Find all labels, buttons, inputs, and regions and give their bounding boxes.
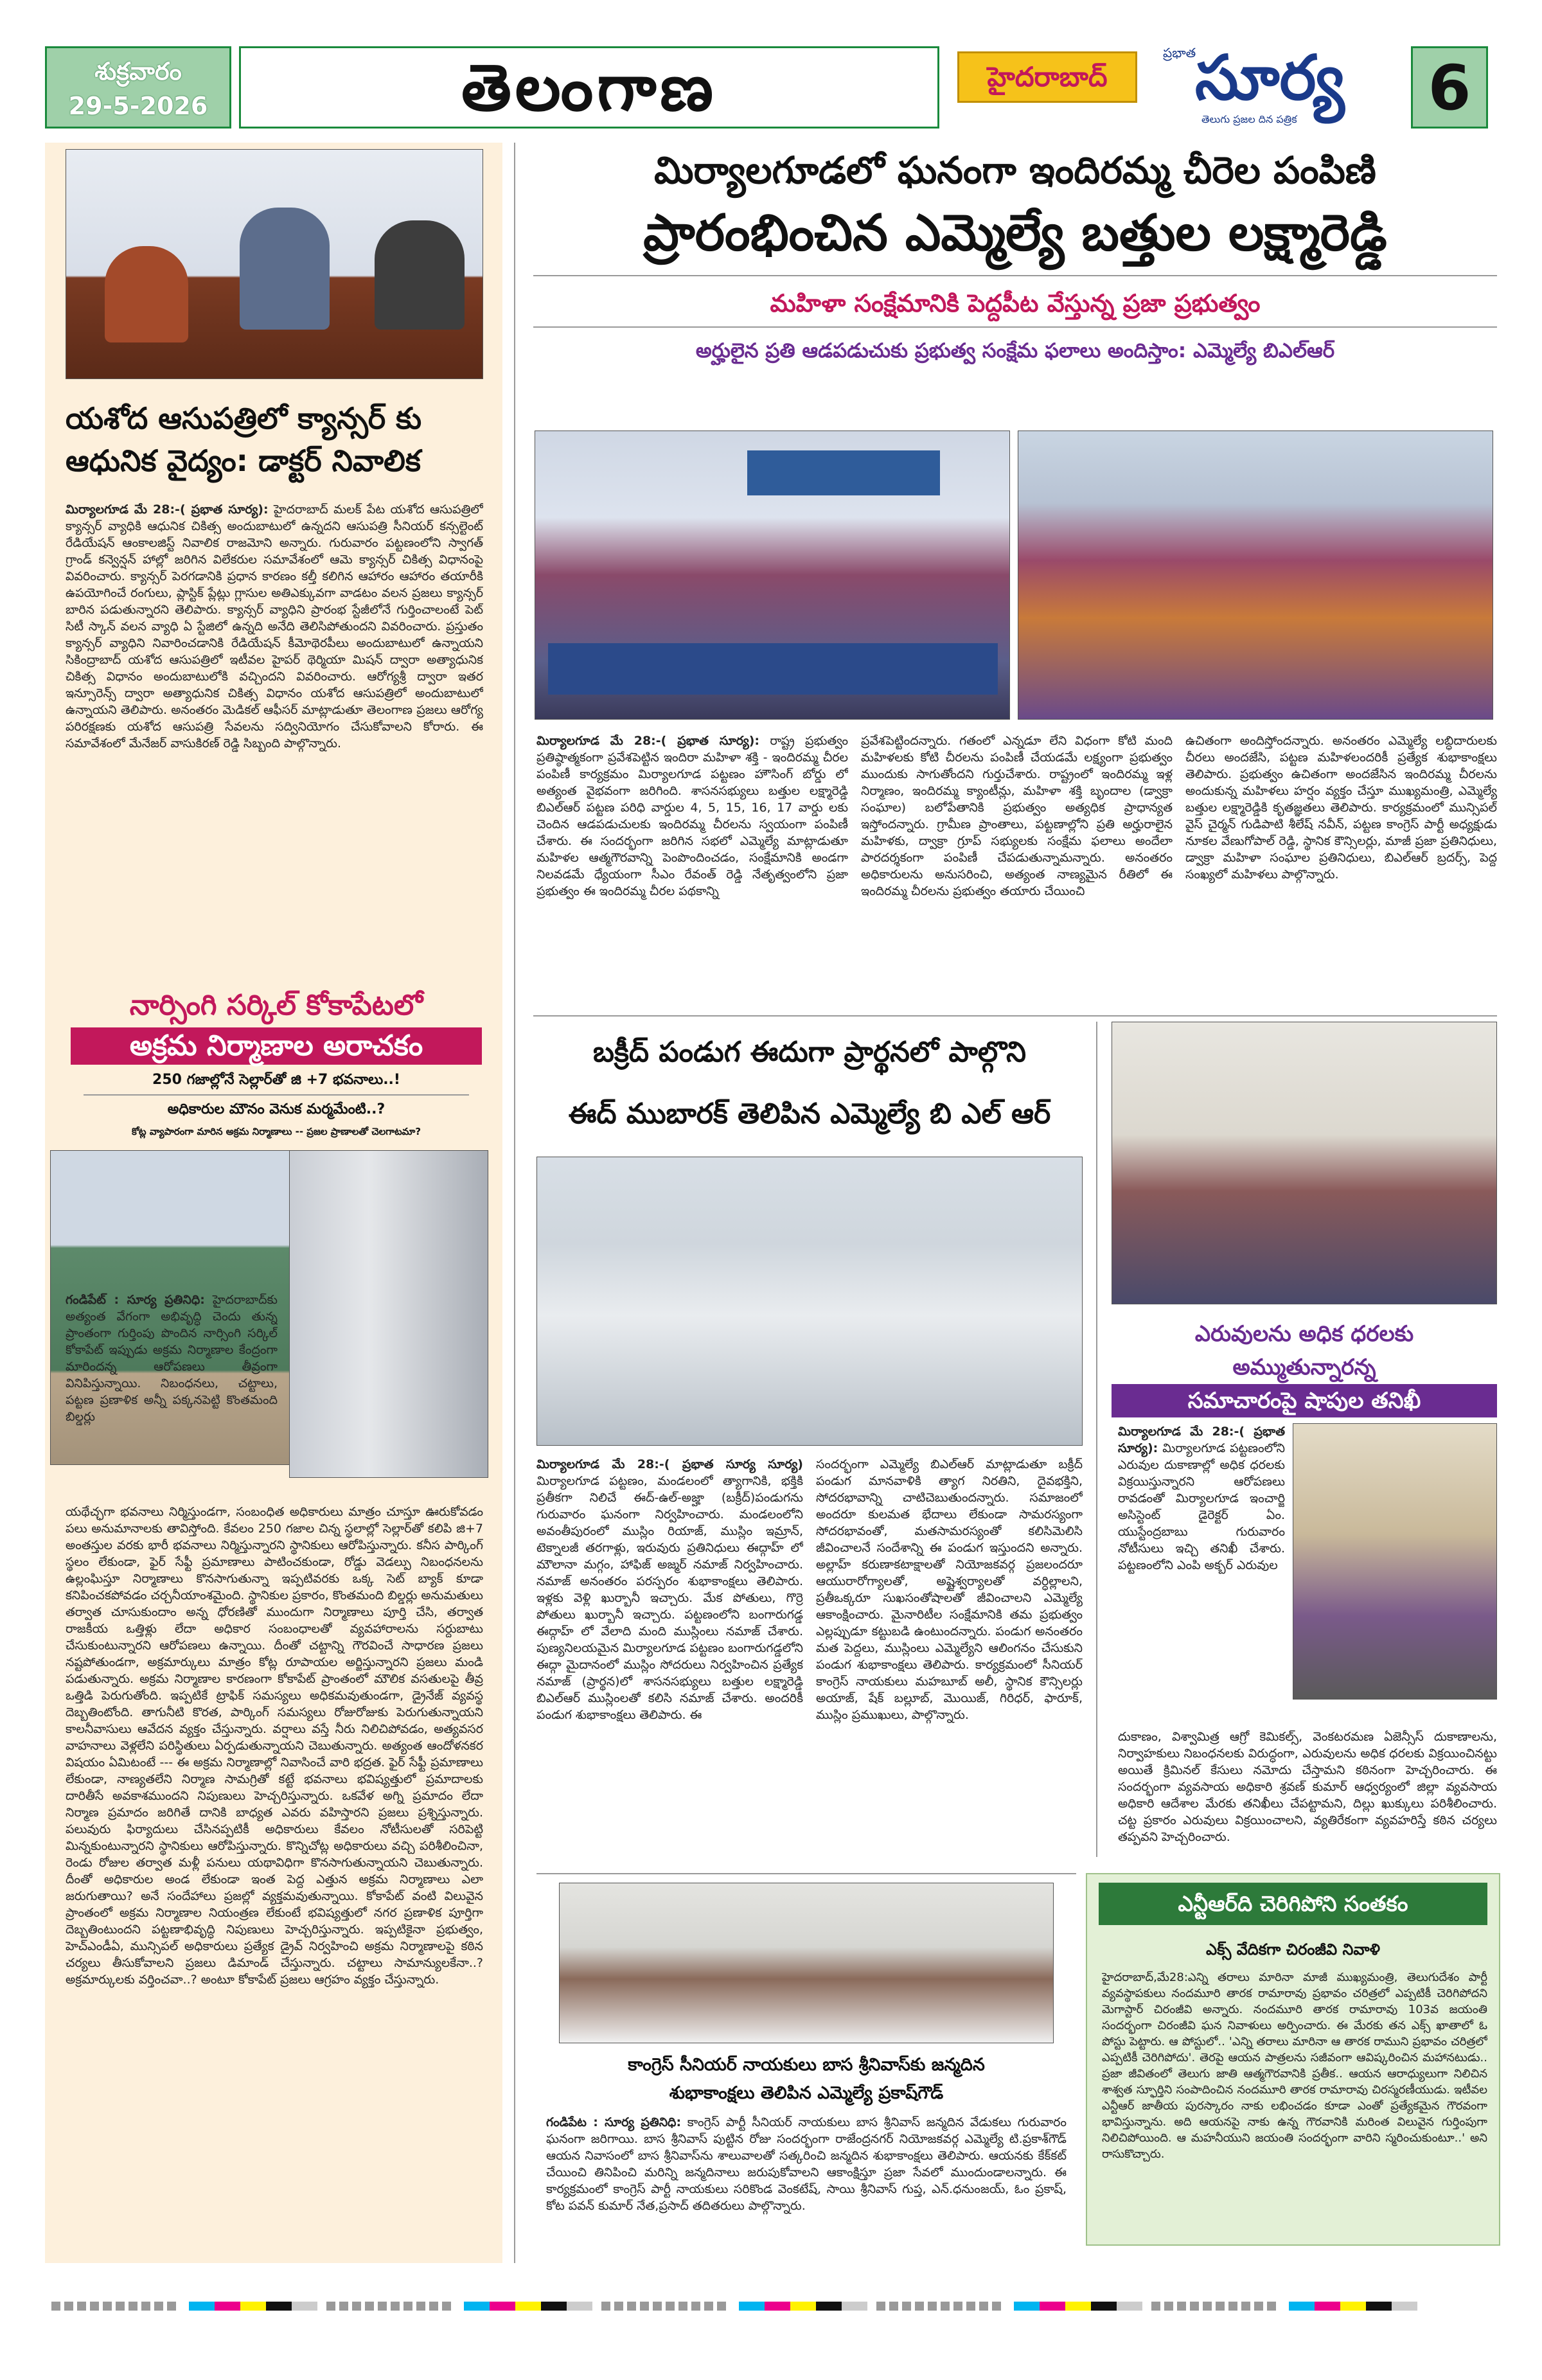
story-cancer-headline-line1: యశోద ఆసుపత్రిలో క్యాన్సర్ కు [66,401,422,436]
register-mark-cmyk-3 [739,2302,867,2311]
eid-prayer-photo [536,1157,1083,1446]
story-kokapet-text-2: యథేచ్ఛగా భవనాలు నిర్మిస్తుండగా, సంబంధిత అధికారులు మాత్రం చూస్తూ ఊరుకోవడం పలు అనుమానాలకు తావిస్తోంది. కేవలం 250 గజాల చిన్న స్థలాల్లో సెల్లార్‌తో కలిపి జి+7 అంతస్తుల వరకు భారీ భవనాలు నిర్మిస్తున్నారని స్థానికులు ఆరోపిస్తున్నారు. కనీస పార్కింగ్ స్థలం లేకుండా, ఫైర్ సేఫ్టీ ప్రమాణాలు పాటించకుండా, రోడ్డు వెడల్పు నిబంధనలను ఉల్లంఘిస్తూ నిర్మాణాలు కొనసాగుతున్నా ఇప్పటివరకు ఒక్క సెట్ బ్యాక్ కూడా కనిపించకపోవడం చర్చనీయాంశమైంది. స్థానికుల ప్రకారం, కొంతమంది బిల్డర్లు అనుమతులు తర్వాత చూసుకుందాం అన్న ధోరణితో ముందుగా నిర్మాణాలు పూర్తి చేసి, తర్వాత రాజకీయ ఒత్తిళ్లు లేదా అధికార సంబంధాలతో వ్యవహారాలను సర్దుబాటు చేసుకుంటున్నారని ఆరోపణలు ఉన్నాయి. దీంతో చట్టాన్ని గౌరవించే సాధారణ ప్రజలు నష్టపోతుండగా, అక్రమార్కులు మాత్రం కోట్ల రూపాయల అర్జిస్తున్నారని ప్రజలు మండి పడుతున్నారు. అక్రమ నిర్మాణాల కారణంగా కోకాపేట్ ప్రాంతంలో మౌలిక వసతులపై తీవ్ర ఒత్తిడి పెరుగుతోంది. ఇప్పటికే ట్రాఫిక్ సమస్యలు అధికమవుతుండగా, డ్రైనేజ్ వ్యవస్థ దెబ్బతింటోంది. తాగునీటి కొరత, పార్కింగ్ సమస్యలు రోజురోజుకు పెరుగుతున్నాయని కాలనీవాసులు ఆవేదన వ్యక్తం చేస్తున్నారు. వర్షాలు వస్తే నీరు నిలిచిపోవడం, అత్యవసర వాహనాలు వెళ్లలేని పరిస్థితులు ఏర్పడుతున్నాయని చెబుతున్నారు. అత్యంత ఆందోళనకర విషయం ఏమిటంటే --- ఈ అక్రమ నిర్మాణాల్లో నివాసించే వారి భద్రత. ఫైర్ సేఫ్టీ ప్రమాణాలు లేకుండా, నాణ్యతలేని నిర్మాణ సామగ్రితో కట్టే భవనాలు భవిష్యత్తులో ప్రమాదాలకు దారితీసే అవకాశముందని నిపుణులు హెచ్చరిస్తున్నారు. ఒకవేళ అగ్ని ప్రమాదం లేదా నిర్మాణ ప్రమాదం జరిగితే దానికి బాధ్యత ఎవరు వహిస్తారని ప్రజలు ప్రశ్నిస్తున్నారు. పలువురు ఫిర్యాదులు చేసినప్పటికీ అధికారులు కేవలం నోటీసులతో సరిపెట్టి మిన్నకుంటున్నారని స్థానికులు ఆరోపిస్తున్నారు. కొన్నిచోట్ల అధికారులు వచ్చి పరిశీలించినా, రెండు రోజుల తర్వాత మళ్లీ పనులు యథావిధిగా కొనసాగుతున్నాయని చెబుతున్నారు. దీంతో అధికారుల అండ లేకుండా ఇంత పెద్ద ఎత్తున అక్రమ నిర్మాణాలు ఎలా జరుగుతాయి? అనే సందేహాలు ప్రజల్లో వ్యక్తమవుతున్నాయి. కోకాపేట్ వంటి విలువైన ప్రాంతంలో అక్రమ నిర్మాణాల నియంత్రణ లేకుంటే భవిష్యత్తులో నగర ప్రణాళిక పూర్తిగా దెబ్బతింటుందని పట్టణాభివృద్ధి నిపుణులు హెచ్చరిస్తున్నారు. ఇప్పటికైనా ప్రభుత్వం, హెచ్ఎండీఏ, మున్సిపల్ అధికారులు ప్రత్యేక డ్రైవ్ నిర్వహించి అక్రమ నిర్మాణాలపై కఠిన చర్యలు తీసుకోవాలని ప్రజలు డిమాండ్ చేస్తున్నారు. చట్టాలు సామాన్యులకేనా..? అక్రమార్కులకు వర్తించవా..? అంటూ కోకాపేట్ ప్రజలు ఆగ్రహం వ్యక్తం చేస్తున్నారు. [66,1505,483,1987]
story-saree-subhead1: మహిళా సంక్షేమానికి పెద్దపీట వేస్తున్న ప్రజా ప్రభుత్వం [770,289,1261,317]
story-kokapet-body-wide [66,1504,483,2242]
story-shop-headline-line1: ఎరువులను అధిక ధరలకు [1194,1321,1414,1347]
column-divider-right [1096,1022,1097,1857]
story-kokapet-dateline: గండిపేట్ : సూర్య ప్రతినిధి: [66,1293,205,1307]
person-2 [240,208,330,330]
story-kokapet-headline-line2: అక్రమ నిర్మాణాల అరాచకం [71,1027,482,1065]
register-mark-gray-4 [876,2302,1005,2311]
story-saree-text-1: రాష్ట్ర ప్రభుత్వం ప్రతిష్ఠాత్మకంగా ప్రవేశపెట్టిన ఇందిరా మహిళా శక్తి - ఇందిరమ్మ చీరల పంపిణీ కార్యక్రమం మిర్యాలగూడ పట్టణం హౌసింగ్ బోర్డు లో అత్యంత వైభవంగా జరిగింది. శాసనసభ్యులు బత్తుల లక్ష్మారెడ్డి బిఎల్ఆర్ పట్టణ పరిధి వార్డుల 4, 5, 15, 16, 17 వార్డు లకు చెందిన ఆడపడుచులకు ఇందిరమ్మ చీరలను స్వయంగా పంపిణీ చేశారు. ఈ సందర్భంగా జరిగిన సభలో ఎమ్మెల్యే మాట్లాడుతూ మహిళల ఆత్మగౌరవాన్ని పెంపొందించడం, సంక్షేమానికి అండగా నిలవడమే ధ్యేయంగా సీఎం రేవంత్ రెడ్డి నేతృత్వంలోని ప్రజా ప్రభుత్వం ఈ ఇందిరమ్మ చీరల పథకాన్ని [536,734,848,898]
register-mark-gray-3 [601,2302,730,2311]
story-shop-dateline: మిర్యాలగూడ మే 28:-( ప్రభాత సూర్య): [1118,1425,1285,1455]
story-eid-text-1: మిర్యాలగూడ పట్టణం, మండలంలో త్యాగానికి, భక్తికి ప్రతీకగా నిలిచే ఈద్-ఉల్-అజ్హా (బక్రీద్)పండుగను గురువారం ఘనంగా నిర్వహించారు. మండలంలోని అవంతీపురంలో ముస్లిం రియాజ్, ముస్లిం ఇమ్రాన్, టెక్నాలజీ తరగాళ్లు, ఇరువురు ప్రతినిధులు ఈద్గాహ్ లో మౌలానా మగ్గం, హాఫిజ్ అజ్మర్ నమాజ్ నిర్వహించారు. నమాజ్ అనంతరం పరస్పరం శుభాకాంక్షలు తెలిపారు. ఇళ్లకు వెళ్లి ఖుర్బానీ ఇచ్చారు. మేక పోతులు, గొర్రె పోతులు ఖుర్బానీ ఇచ్చారు. పట్టణంలోని బంగారుగడ్డ ఈద్గాహ్ లో వేలాది మంది ముస్లింలు నమాజ్ చేశారు. పుణ్యనిలయమైన మిర్యాలగూడ పట్టణం బంగారుగడ్డలోని ఈద్గా మైదానంలో ముస్లిం సోదరులు నిర్వహించిన ప్రత్యేక నమాజ్ (ప్రార్థన)లో శాసనసభ్యులు బత్తుల లక్ష్మారెడ్డి బిఎల్ఆర్ ముస్లింలతో కలిసి నమాజ్ చేశారు. అందరికీ పండుగ శుభాకాంక్షలు తెలిపారు. ఈ [536,1474,803,1722]
city-name: హైదరాబాద్ [987,61,1108,93]
story-kokapet-kicker3: కోట్ల వ్యాపారంగా మారిన అక్రమ నిర్మాణాలు -- ప్రజల ప్రాణాలతో చెలగాటమా? [131,1126,421,1137]
story-cancer-text: హైదరాబాద్ మలక్ పేట యశోద ఆసుపత్రిలో క్యాన్సర్ వ్యాధికి ఆధునిక చికిత్స అందుబాటులో ఉన్నదని ఆసుపత్రి సీనియర్ కన్సల్టెంట్ రేడియేషన్ ఆంకాలజిస్ట్ నివాలిక రాజమోని అన్నారు. గురువారం పట్టణంలోని స్వాగత్ గ్రాండ్ కన్వెన్షన్ హాల్లో జరిగిన విలేకరుల సమావేశంలో ఆమె క్యాన్సర్ చికిత్స విధానంపై వివరించారు. క్యాన్సర్ పెరగడానికి ప్రధాన కారణం కల్తీ కలిగిన ఆహారం ఆహారం తయారీకి ఉపయోగించే రంగులు, ప్లాస్టిక్ ప్లేట్లు గ్లాసుల అతిఎక్కువగా వాడటం వలన ప్రజలు క్యాన్సర్ బారిన పడుతున్నారని తెలిపారు. క్యాన్సర్ వ్యాధిని ప్రారంభ స్టేజీలోనే గుర్తించాలంటే పెట్ సిటీ స్కాన్ వలన వ్యాధి ఏ స్టేజిలో ఉన్నది అనేది తెలిసిపోతుందని వివరించారు. ప్రస్తుతం క్యాన్సర్ వ్యాధిని నివారించడానికి రేడియేషన్ కీమోథెరపీలు అందుబాటులో ఉన్నాయని సికింద్రాబాద్ యశోద ఆసుపత్రిలో ఇటీవల హైపర్ థెర్మియా మిషన్ ద్వారా అత్యాధునిక చికిత్స విధానం అందుబాటులోకి వచ్చిందని వివరించారు. ఆరోగ్యశ్రీ ద్వారా ఇతర ఇన్సూరెన్స్ ద్వారా అత్యాధునిక చికిత్స విధానం యశోద ఆసుపత్రిలో అందుబాటులో ఉన్నాయని తెలిపారు. అనంతరం మెడికల్ ఆఫీసర్ మాట్లాడుతూ తెలంగాణ ప్రజలు ఆరోగ్య పరిరక్షణకు యశోద ఆసుపత్రి సేవలను సద్వినియోగం చేసుకోవాలని కోరారు. ఈ సమావేశంలో మేనేజర్ వాసుకిరణ్ రెడ్డి సిబ్బంది పాల్గొన్నారు. [66,502,483,750]
story-cancer-dateline: మిర్యాలగూడ మే 28:-( ప్రభాత సూర్య): [66,502,269,517]
person-1 [105,246,188,342]
story-saree-text-2: ప్రవేశపెట్టిందన్నారు. గతంలో ఎన్నడూ లేని విధంగా కోటి మంది మహిళలకు కోటి చీరలను పంపిణీ చేయడమే లక్ష్యంగా ప్రభుత్వం ముందుకు సాగుతోందని గుర్తుచేశారు. రాష్ట్రంలో ఇందిరమ్మ ఇళ్ల నిర్మాణం, ఇందిరమ్మ క్యాంటీన్లు, మహిళా శక్తి బృందాల (డ్వాక్రా సంఘాల) బలోపేతానికి ప్రభుత్వం అత్యధిక ప్రాధాన్యత ఇస్తోందన్నారు. గ్రామీణ ప్రాంతాలు, పట్టణాల్లోని ప్రతి అర్హురాలైన మహిళకు, ద్వాక్రా గ్రూప్ సభ్యులకు సంక్షేమ ఫలాలు అందేలా పారదర్శకంగా పంపిణీ చేపడుతున్నామన్నారు. అనంతరం అధికారులను అనుసరించి, అత్యంత నాణ్యమైన రీతిలో ఈ ఇందిరమ్మ చీరలను ప్రభుత్వం తయారు చేయించి [861,734,1173,898]
story-saree-text-3: ఉచితంగా అందిస్తోందన్నారు. అనంతరం ఎమ్మెల్యే లబ్ధిదారులకు చీరలు అందజేసి, పట్టణ మహిళలందరికీ ప్రత్యేక శుభాకాంక్షలు తెలిపారు. ప్రభుత్వం ఉచితంగా అందజేసిన ఇందిరమ్మ చీరలను అందుకున్న మహిళలు హర్షం వ్యక్తం చేస్తూ ముఖ్యమంత్రి, ఎమ్మెల్యే బత్తుల లక్ష్మారెడ్డికి కృతజ్ఞతలు తెలిపారు. కార్యక్రమంలో మున్సిపల్ వైస్ చైర్మన్ గుడిపాటి శీలేష్ నవీన్, పట్టణ కాంగ్రెస్ పార్టీ అధ్యక్షుడు నూకల వేణుగోపాల్ రెడ్డి, స్థానిక కౌన్సిలర్లు, మాజీ ప్రజా ప్రతినిధులు, డ్వాక్రా మహిళా సంఘాల ప్రతినిధులు, బిఎల్ఆర్ బ్రదర్స్, పెద్ద సంఖ్యలో మహిళలు పాల్గొన్నారు. [1185,734,1497,882]
story-saree-headline [533,143,1497,371]
register-mark-gray-5 [1151,2302,1280,2311]
doctor-photo [66,149,483,379]
section-title-box [239,46,939,129]
story-saree-headline-line2: ప్రారంభించిన ఎమ్మెల్యే బత్తుల లక్ష్మారెడ్డి [643,204,1387,262]
masthead-date: 29-5-2026 [68,92,208,120]
table [548,643,998,695]
birthday-felicitation-photo [559,1883,1054,2043]
paper-logo [1156,42,1394,132]
paper-tagline: తెలుగు ప్రజల దిన పత్రిక [1201,113,1297,125]
women-gathering-photo [1018,431,1493,720]
story-birthday-caption-line1: కాంగ్రెస్ సీనియర్ నాయకులు బాస శ్రీనివాస్‌కు జన్మదిన [628,2055,985,2075]
story-shop-body-narrow [1118,1423,1285,1725]
story-kokapet-body-narrow-block [66,1292,278,1504]
story-kokapet-body-narrow [66,1285,278,1286]
story-eid-headline-line1: బక్రీద్ పండుగ ఈదుగా ప్రార్థనలో పాల్గొని [593,1036,1026,1069]
story-cancer-headline-line2: ఆధునిక వైద్యం: డాక్టర్ నివాలిక [66,443,421,478]
story-saree-col3 [1185,733,1497,1009]
fertilizer-shop-inspection-photo [1112,1022,1497,1304]
story-eid-headline [533,1022,1086,1145]
story-shop-text-1: మిర్యాలగూడ పట్టణంలోని ఎరువుల దుకాణాల్లో అధిక ధరలకు విక్రయిస్తున్నారని ఆరోపణలు రావడంతో మిర్యాలగూడ ఇంచార్జి అసిస్టెంట్ డైరెక్టర్ ఏం. యుస్టేంద్రబాబు గురువారం నోటీసులు ఇచ్చి తనిఖీ చేశారు. పట్టణంలోని ఎంపి అక్బర్ ఎరువుల [1118,1441,1285,1572]
saree-distribution-photo [535,431,1010,720]
story-cancer-headline [66,397,483,482]
shop-counter-photo [1293,1423,1497,1700]
story-shop-headline [1112,1317,1497,1417]
story-shop-headline-line2: అమ్ముతున్నారన్న [1232,1354,1376,1380]
story-birthday-caption [540,2051,1073,2108]
column-divider-left [514,143,515,2263]
page-number-box [1411,46,1488,129]
story-cancer-body [66,501,483,964]
city-box [957,51,1137,103]
story-saree-col1 [536,733,848,1009]
story-eid-text-2: సందర్భంగా ఎమ్మెల్యే బిఎల్ఆర్ మాట్లాడుతూ బక్రీద్ పండుగ మానవాళికి త్యాగ నిరతిని, దైవభక్తిని, సోదరభావాన్ని చాటిచెబుతుందన్నారు. సమాజంలో అందరూ కులమత భేదాలు లేకుండా సామరస్యంగా సోదరభావంతో, మతసామరస్యంతో కలిసిమెలిసి జీవించాలనే సందేశాన్ని ఈ పండుగ ఇస్తుందని అన్నారు. అల్లాహ్ కరుణాకటాక్షాలతో నియోజకవర్గ ప్రజలందరూ ఆయురారోగ్యాలతో, అష్టైశ్వర్యాలతో వర్ధిల్లాలని, ప్రతీఒక్కరూ సుఖసంతోషాలతో జీవించాలని ఎమ్మెల్యే ఆకాంక్షించారు. మైనారిటీల సంక్షేమానికి తమ ప్రభుత్వం ఎల్లప్పుడూ కట్టుబడి ఉంటుందన్నారు. పండుగ అనంతరం మత పెద్దలు, ముస్లింలు ఎమ్మెల్యేని ఆలింగనం చేసుకుని పండుగ శుభాకాంక్షలు తెలిపారు. కార్యక్రమంలో సీనియర్ కాంగ్రెస్ నాయకులు మహబూబ్ అలీ, స్థానిక కౌన్సిలర్లు అయాజ్, షేక్ బల్లూబ్, మొయిజ్, గిరిధర్, ఫారూక్, ముస్లిం ప్రముఖులు, పాల్గొన్నారు. [816,1457,1083,1722]
story-eid-dateline: మిర్యాలగూడ మే 28:-( ప్రభాత సూర్య సూర్య) [536,1457,803,1471]
story-saree-headline-line1: మిర్యాలగూడలో ఘనంగా ఇందిరమ్మ చీరెల పంపిణి [654,148,1376,192]
story-birthday-dateline: గండిపేట : సూర్య ప్రతినిధి: [546,2115,682,2129]
date-box [45,46,231,129]
register-mark-gray-2 [326,2302,455,2311]
divider-main [533,1015,1497,1017]
story-kokapet-kicker2: అధికారుల మౌనం వెనుక మర్మమేంటి..? [167,1101,386,1117]
story-ntr-body [1102,1969,1487,2239]
story-ntr-headline: ఎన్టీఆర్‌ది చెరిగిపోని సంతకం [1099,1883,1487,1925]
construction-photo-2 [289,1150,488,1478]
story-saree-dateline: మిర్యాలగూడ మే 28:-( ప్రభాత సూర్య): [536,734,760,748]
story-birthday-body [546,2114,1067,2242]
register-mark-gray [51,2302,180,2311]
story-saree-subhead2: అర్హులైన ప్రతి ఆడపడుచుకు ప్రభుత్వ సంక్షేమ ఫలాలు అందిస్తాం: ఎమ్మెల్యే బిఎల్ఆర్ [695,339,1335,362]
section-title: తెలంగాణ [461,50,718,125]
story-kokapet-headline-line1: నార్సింగి సర్కిల్ కోకాపేటలో [129,989,423,1022]
story-birthday-text: కాంగ్రెస్ పార్టీ సీనియర్ నాయకులు బాస శ్రీనివాస్ జన్మదిన వేడుకలు గురువారం ఘనంగా జరిగాయి. బాస శ్రీనివాస్ పుట్టిన రోజు సందర్భంగా రాజేంద్రనగర్ నియోజకవర్గ ఎమ్మెల్యే టి.ప్రకాశ్‌గౌడ్ ఆయన నివాసంలో బాస శ్రీనివాస్‌ను శాలువాలతో సత్కరించి జన్మదిన శుభాకాంక్షలు తెలిపారు. ఆయనకు కేక్‌కట్ చేయించి తినిపించి మరిన్ని జన్మదినాలు జరుపుకోవాలని ఆకాంక్షిస్తూ ప్రజా సేవలో ముందుండాలన్నారు. ఈ కార్యక్రమంలో కాంగ్రెస్ పార్టీ నాయకులు సరికొండ వెంకటేష్, సాయి శ్రీనివాస్ గుప్త, ఎన్.ధనుంజయ్, ఓం ప్రకాష్, కోట పవన్ కుమార్ నేత,ప్రసాద్ తదితరులు పాల్గొన్నారు. [546,2115,1067,2213]
paper-name: సూర్య [1195,42,1345,114]
story-ntr-text: హైదరాబాద్,మే28:ఎన్ని తరాలు మారినా మాజీ ముఖ్యమంత్రి, తెలుగుదేశం పార్టీ వ్యవస్థాపకులు నందమూరి తారక రామారావు ప్రభావం చరిత్రలో ఎప్పటికీ చెరిగిపోదని మెగాస్టార్ చిరంజీవి అన్నారు. నందమూరి తారక రామారావు 103వ జయంతి సందర్భంగా చిరంజీవి ఘన నివాళులు అర్పించారు. ఈ మేరకు తన ఎక్స్ ఖాతాలో ఓ పోస్టు పెట్టారు. ఆ పోస్టులో.. 'ఎన్ని తరాలు మారినా ఆ తారక రాముని ప్రభావం చరిత్రలో ఎప్పటికీ చెరిగిపోదు'. తెరపై ఆయన పాత్రలను సజీవంగా ఆవిష్కరించిన మహానటుడు.. ప్రజా జీవితంలో తెలుగు జాతి ఆత్మగౌరవానికి ప్రతీక.. ఆయన ఆరాధ్యులుగా నిలిచిన శాశ్వత స్ఫూర్తిని సంపాదించిన నందమూరి తారక రామారావు చిరస్మరణీయుడు. ఇటీవల ఎన్టీఆర్ జాతీయ పురస్కారం నాకు లభించడం కూడా ఎంతో ప్రత్యేకమైన గౌరవంగా భావిస్తున్నాను. అది ఆయనపై నాకు ఉన్న గౌరవానికి మరింత విలువైన గుర్తింపుగా నిలిచిపోయింది. ఆ మహనీయుని జయంతి సందర్భంగా వారిని స్మరించుకుంటూ..' అని రాసుకొచ్చారు. [1102,1971,1487,2161]
register-mark-cmyk-1 [189,2302,317,2311]
story-saree-col2 [861,733,1173,1009]
paper-prefix: ప్రభాత [1163,45,1196,60]
story-eid-headline-line2: ఈద్ ముబారక్ తెలిపిన ఎమ్మెల్యే బి ఎల్ ఆర్ [568,1097,1051,1130]
story-kokapet-text-1: హైదరాబాద్‌కు అత్యంత వేగంగా అభివృద్ధి చెందు తున్న ప్రాంతంగా గుర్తింపు పొందిన నార్సింగి సర్కిల్ కోకాపేట్ ఇప్పుడు అక్రమ నిర్మాణాల కేంద్రంగా మారిందన్న ఆరోపణలు తీవ్రంగా వినిపిస్తున్నాయి. నిబంధనలు, చట్టాలు, పట్టణ ప్రణాళిక అన్నీ పక్కనపెట్టి కొంతమంది బిల్డర్లు [66,1293,278,1424]
story-shop-headline-line3: సమాచారంపై షాపుల తనిఖీ [1112,1384,1497,1417]
story-kokapet-headline [58,986,495,1141]
register-mark-cmyk-4 [1014,2302,1142,2311]
masthead-day: శుక్రవారం [94,57,182,85]
person-3 [375,220,465,330]
color-register-bar [51,2300,1491,2312]
register-mark-cmyk-2 [464,2302,592,2311]
story-kokapet-kicker1: 250 గజాల్లోనే సెల్లార్‌తో జి +7 భవనాలు..! [152,1072,400,1088]
register-mark-cmyk-5 [1289,2302,1417,2311]
page-number: 6 [1428,52,1471,124]
banner [747,450,940,495]
story-birthday-caption-line2: శుభాకాంక్షలు తెలిపిన ఎమ్మెల్యే ప్రకాష్‌గౌడ్ [669,2083,944,2103]
story-ntr-subhead: ఎక్స్ వేదికగా చిరంజీవి నివాళి [1206,1940,1380,1958]
story-shop-text-2: దుకాణం, విశ్వామిత్ర ఆగ్రో కెమికల్స్, వెంకటరమణ ఏజెన్సీస్ దుకాణాలను, నిర్వాహకులు నిబంధనలకు విరుద్ధంగా, ఎరువులను అధిక ధరలకు విక్రయించినట్టు అయితే క్రిమినల్ కేసులు నమోదు చేస్తామని కఠినంగా హెచ్చరించారు. ఈ సందర్భంగా వ్యవసాయ అధికారి శ్రవణ్ కుమార్ ఆధ్వర్యంలో జిల్లా వ్యవసాయ అధికారి ఆదేశాల మేరకు తనిఖీలు చేపట్టామని, దిల్లు ఖుక్కులు పరిశీలించారు. చట్ట ప్రకారం ఎరువులు విక్రయించాలని, వ్యతిరేకంగా వ్యవహరిస్తే కఠిన చర్యలు తప్పవని హెచ్చరించారు. [1118,1730,1497,1844]
story-shop-body-wide [1118,1728,1497,1857]
